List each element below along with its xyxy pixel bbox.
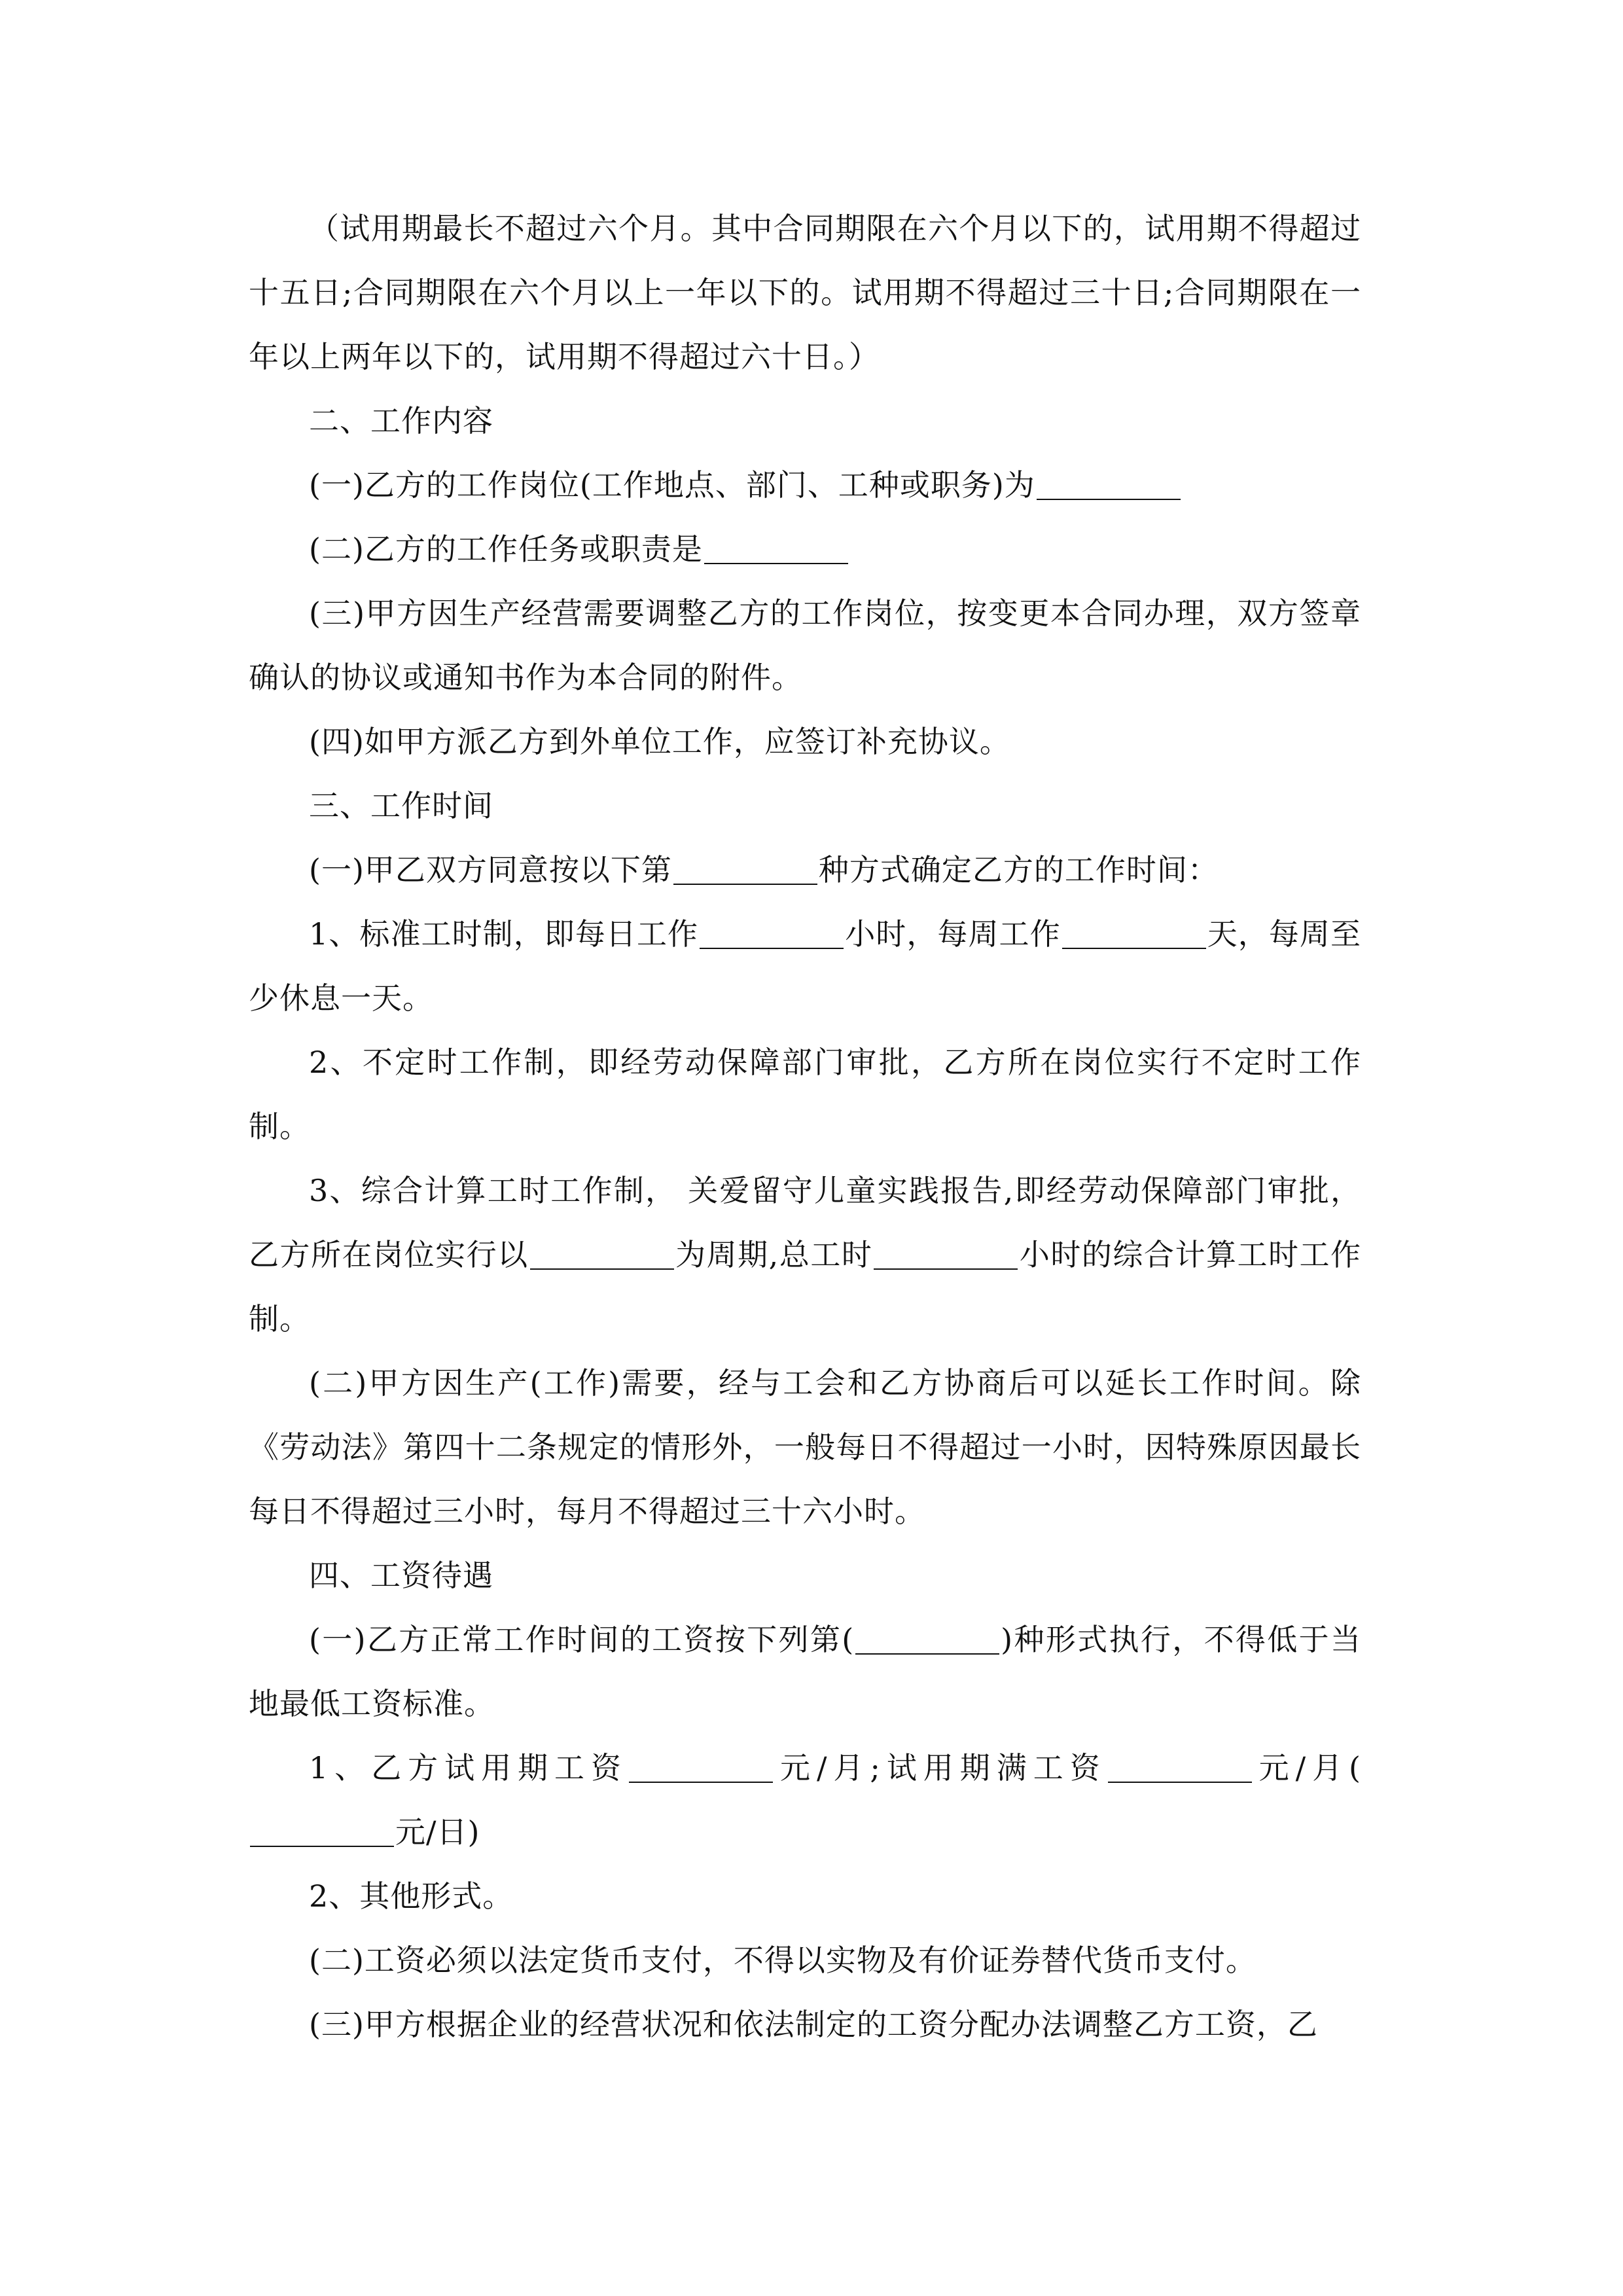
text-run: )种形式执行，不得低于当地最低工资标准。 <box>249 1622 1361 1721</box>
text-run: (一)乙方的工作岗位(工作地点、部门、工种或职务)为 <box>309 467 1035 503</box>
paragraph-wage-form <box>249 1607 1361 1736</box>
text-run: （试用期最长不超过六个月。其中合同期限在六个月以下的，试用期不得超过十五日;合同期限在六个月以上一年以下的。试用期不得超过三十日;合同期限在一年以上两年以下的，试用期不得超过六十日。） <box>249 211 1361 374</box>
text-run: (三)甲方因生产经营需要调整乙方的工作岗位，按变更本合同办理，双方签章确认的协议或通知书作为本合同的附件。 <box>249 596 1361 695</box>
heading-wages <box>249 1543 1361 1607</box>
paragraph-standard-hours <box>249 902 1361 1030</box>
paragraph-external-assignment <box>249 709 1361 774</box>
text-run: 小时的综合计算工时工作制。 <box>249 1237 1362 1336</box>
contract-text-body <box>249 196 1361 2056</box>
fill-in-blank[interactable] <box>673 853 817 885</box>
paragraph-wage-amounts <box>249 1736 1361 1864</box>
text-run: 1、标准工时制，即每日工作 <box>309 916 699 952</box>
fill-in-blank[interactable] <box>250 1816 394 1847</box>
paragraph-comprehensive-hours <box>249 1158 1361 1351</box>
text-run: 四、工资待遇 <box>309 1558 493 1593</box>
fill-in-blank[interactable] <box>874 1238 1018 1270</box>
text-run: (一)甲乙双方同意按以下第 <box>309 852 672 888</box>
paragraph-other-forms <box>249 1864 1361 1928</box>
heading-work-content <box>249 389 1361 453</box>
text-run: 2、其他形式。 <box>309 1878 514 1914</box>
paragraph-post-adjustment <box>249 581 1361 709</box>
text-run: 为周期,总工时 <box>675 1237 873 1272</box>
paragraph-probation-note <box>249 196 1361 389</box>
fill-in-blank[interactable] <box>530 1238 674 1270</box>
paragraph-wage-adjustment <box>249 1992 1361 2056</box>
text-run: 天，每周至少休息一天。 <box>249 916 1362 1016</box>
text-run: 二、工作内容 <box>309 403 493 439</box>
text-run: (二)乙方的工作任务或职责是 <box>309 531 703 567</box>
text-run: 种方式确定乙方的工作时间： <box>818 852 1219 888</box>
text-run: 元/月;试用期满工资 <box>774 1750 1107 1785</box>
text-run: (三)甲方根据企业的经营状况和依法制定的工资分配办法调整乙方工资，乙 <box>309 2007 1318 2042</box>
paragraph-work-duty <box>249 517 1361 581</box>
fill-in-blank[interactable] <box>855 1623 999 1655</box>
fill-in-blank[interactable] <box>1062 918 1206 949</box>
heading-work-time <box>249 774 1361 838</box>
text-run: (四)如甲方派乙方到外单位工作，应签订补充协议。 <box>309 724 1010 759</box>
fill-in-blank[interactable] <box>700 918 844 949</box>
text-run: 小时，每周工作 <box>845 916 1061 952</box>
fill-in-blank[interactable] <box>1037 469 1181 500</box>
text-run: 1、乙方试用期工资 <box>309 1750 628 1785</box>
fill-in-blank[interactable] <box>1108 1751 1252 1783</box>
text-run: 3、综合计算工时工作制， 关爱留守儿童实践报告,即经劳动保障部门审批，乙方所在岗位实行以 <box>249 1173 1361 1272</box>
paragraph-overtime <box>249 1351 1361 1543</box>
paragraph-flexible-hours <box>249 1030 1361 1158</box>
text-run: (二)工资必须以法定货币支付，不得以实物及有价证券替代货币支付。 <box>309 1943 1257 1978</box>
text-run: (二)甲方因生产(工作)需要，经与工会和乙方协商后可以延长工作时间。除《劳动法》第四十二条规定的情形外，一般每日不得超过一小时，因特殊原因最长每日不得超过三小时，每月不得超过三十六小时。 <box>249 1365 1361 1529</box>
paragraph-work-post <box>249 453 1361 517</box>
text-run: 元/月( <box>1253 1750 1361 1785</box>
paragraph-work-time-mode <box>249 838 1361 902</box>
text-run: 2、不定时工作制，即经劳动保障部门审批，乙方所在岗位实行不定时工作制。 <box>249 1045 1361 1144</box>
text-run: 三、工作时间 <box>309 788 493 823</box>
paragraph-legal-tender <box>249 1928 1361 1992</box>
text-run: 元/日) <box>395 1814 480 1850</box>
text-run: (一)乙方正常工作时间的工资按下列第( <box>309 1622 855 1657</box>
fill-in-blank[interactable] <box>629 1751 773 1783</box>
fill-in-blank[interactable] <box>704 533 848 564</box>
